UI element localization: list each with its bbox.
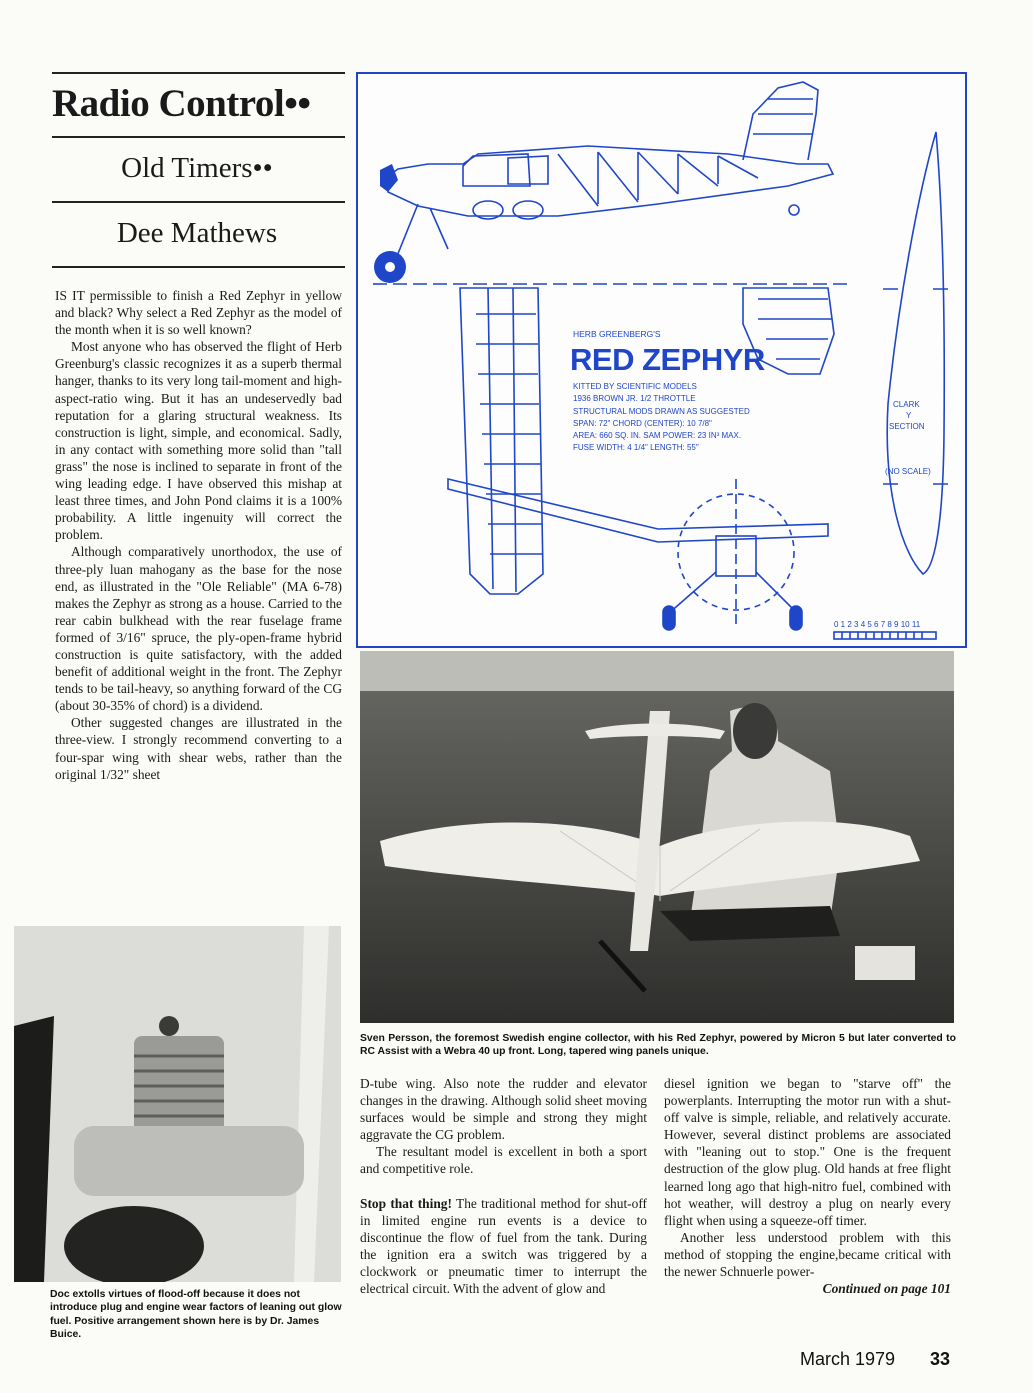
spec-line: KITTED BY SCIENTIFIC MODELS (573, 382, 697, 391)
section-label: CLARK (893, 400, 920, 409)
wheel-front-right (790, 606, 802, 630)
fuselage-side-outline (388, 146, 833, 216)
issue-date: March 1979 (800, 1349, 896, 1369)
page-number: 33 (930, 1349, 951, 1369)
spec-line: SPAN: 72" CHORD (CENTER): 10 7/8" (573, 419, 712, 428)
paragraph: D-tube wing. Also note the rudder and elevator changes in the drawing. Although solid sheet moving surfaces would be simple and strong they might aggravate the CG problem. (360, 1076, 647, 1143)
fuselage-truss (558, 152, 758, 206)
article-column-2 (360, 1075, 647, 1297)
main-photo-illustration (360, 651, 954, 1023)
paragraph: Most anyone who has observed the flight of Herb Greenburg's classic recognizes it as a superb thermal hanger, thanks to its very long tail-moment and high-aspect-ratio wing. But it has an undeservedly bad reputation for a glaring structural weakness. Its construction is light, simple, and economical. Sadly, in any contact with something more solid than "tall grass" the nose is inclined to separate in front of the wing leading edge. I have observed this mishap at least three times, and John Pond claims it is a 100% probability. A little ingenuity will correct the problem. (55, 339, 342, 543)
cabin-windows (463, 154, 548, 186)
airfoil-section (887, 132, 944, 574)
paragraph: Another less understood problem with this method of stopping the engine,became critical with the newer Schnuerle power- (664, 1229, 951, 1280)
stab-ribs (758, 299, 832, 359)
wing-spars (488, 288, 516, 592)
engine-photo-illustration (14, 926, 341, 1282)
main-photo-caption: Sven Persson, the foremost Swedish engine collector, with his Red Zephyr, powered by Micron 5 but later converted to RC Assist with a Webra 40 up front. Long, tapered wing panels unique. (360, 1033, 956, 1058)
section-title: Old Timers•• (121, 152, 273, 184)
paper-sheet (855, 946, 915, 980)
subhead-inline: Stop that thing! (360, 1195, 452, 1211)
engine-crankcase (74, 1126, 304, 1196)
section-label: Y (906, 411, 912, 420)
spec-line: AREA: 660 SQ. IN. SAM POWER: 23 IN³ MAX. (573, 431, 742, 440)
paragraph: Although comparatively unorthodox, the use of three-ply luan mahogany as the base for the nose end, as illustrated in the "Ole Reliable" (MA 6-78) makes the Zephyr as strong as a house. Carried to the rear cabin bulkhead with the rear fuselage frame formed of 3/16" spruce, the ply-open-frame hybrid construction is quite satisfactory, with the added benefit of additional weight in the front. The Zephyr tends to be tail-heavy, so anything forward of the CG (about 30-35% of chord) is a dividend. (55, 544, 342, 714)
wing-ribs (476, 314, 542, 554)
header-top-rule (52, 72, 345, 74)
paragraph: Other suggested changes are illustrated in the three-view. I strongly recommend converting to a four-spar wing with shear webs, rather than the original 1/32" sheet (55, 715, 342, 782)
header-rule-4 (52, 266, 345, 268)
paragraph: diesel ignition we began to "starve off" the powerplants. Interrupting the motor run with a shut-off valve is simple, reliable, and relatively accurate. However, several distinct problems are associated with "leaning out to stop." One is the frequent destruction of the glow plug. Old hands at free flight learned long ago that high-nitro fuel, combined with hot weather, will destroy a plug on nearly every flight when using a squeeze-off timer. (664, 1076, 951, 1228)
wheel-front-left (663, 606, 675, 630)
paragraph-intro: IS IT permissible to finish a Red Zephyr in yellow and black? Why select a Red Zephyr as the model of the month when it is so well known? (55, 288, 342, 338)
article-column-3 (664, 1075, 951, 1297)
header-rule-2 (52, 136, 345, 138)
photo-engine-flood-off (14, 926, 341, 1282)
wing-front-view (448, 479, 828, 542)
designer-label: HERB GREENBERG'S (573, 329, 661, 339)
photo-sven-persson (360, 651, 954, 1023)
department-title: Radio Control•• (52, 82, 311, 125)
continued-link[interactable]: Continued on page 101 (822, 1281, 951, 1297)
tail-wheel (789, 205, 799, 215)
rudder-side (743, 82, 818, 160)
article-column-1 (55, 287, 342, 783)
wing-top-view (460, 288, 543, 594)
no-scale-label: (NO SCALE) (885, 467, 931, 476)
front-gear (668, 572, 798, 614)
engine-photo-caption: Doc extolls virtues of flood-off because it does not introduce plug and engine wear factors of leaning out glow fuel. Positive arrangement shown here is by Dr. James Buice. (50, 1289, 342, 1340)
spec-line: FUSE WIDTH: 4 1/4" LENGTH: 55" (573, 443, 699, 452)
header-rule-3 (52, 201, 345, 203)
scale-numbers: 0 1 2 3 4 5 6 7 8 9 10 11 (834, 620, 921, 629)
spec-line: STRUCTURAL MODS DRAWN AS SUGGESTED (573, 407, 750, 416)
section-label: SECTION (889, 422, 925, 431)
model-name: RED ZEPHYR (570, 342, 765, 377)
paragraph-stop-that-thing: Stop that thing! The traditional method for shut-off in limited engine run events is a device to discontinue the flow of fuel from the tank. During the ignition era a switch was triggered by a clockwork or pneumatic timer to interrupt the electrical circuit. With the advent of glow and (360, 1195, 647, 1297)
three-view-drawing (356, 72, 967, 648)
paragraph: The resultant model is excellent in both a sport and competitive role. (360, 1144, 647, 1177)
author-name: Dee Mathews (116, 217, 278, 249)
engine-side (380, 164, 398, 192)
spec-line: 1936 BROWN JR. 1/2 THROTTLE (573, 394, 696, 403)
blueprint-svg (358, 74, 965, 646)
